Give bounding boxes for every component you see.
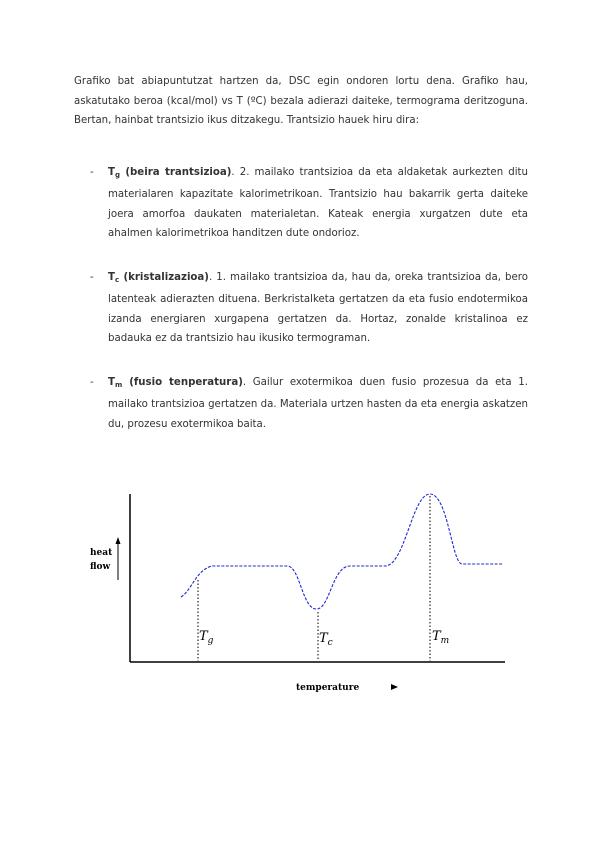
y-axis-label-line2: flow [90, 562, 111, 572]
tc-label: $T_c$ [319, 631, 333, 648]
y-axis-label-line1: heat [90, 548, 113, 558]
tg-label: $T_g$ [199, 629, 214, 646]
bullet-dash: - [90, 377, 94, 388]
term-symbol: $T_m$ (fusio tenperatura) [108, 377, 243, 389]
intro-paragraph: Grafiko bat abiapuntutzat hartzen da, DSC egin ondoren lortu dena. Grafiko hau, askatutako beroa (kcal/mol) vs T (ºC) bezala adierazi daiteke, termograma deritzoguna. Bertan, hainbat trantsizio ikus ditzakegu. Trantsizio hauek hiru dira: [74, 76, 528, 126]
heat-flow-curve [181, 494, 503, 609]
bullet-text [108, 268, 528, 348]
bullet-text [108, 373, 528, 434]
up-arrow-icon [116, 537, 121, 544]
bullet-description: . 1. mailako trantsizioa da, hau da, oreka trantsizioa da, bero latenteak adierazten dituena. Berkristalketa gertatzen da eta fusio endotermikoa izanda energiaren xurgapena gertatzen da. Hortaz, zonalde kristalinoa ez badauka ez da trantsizio hau ikusiko termograman. [108, 272, 528, 344]
bullet-dash: - [90, 167, 94, 178]
x-axis-label: temperature [296, 683, 360, 693]
bullet-dash: - [90, 272, 94, 283]
dsc-thermogram [0, 480, 600, 710]
bullet-description: . 2. mailako trantsizioa da eta aldaketak aurkezten ditu materialaren kapazitate kalorimetrikoan. Trantsizio hau bakarrik gerta daiteke joera amorfoa daukaten materialetan. Kateak energia xurgatzen dute eta ahalmen kalorimetrikoa handitzen dute ondorioz. [108, 167, 528, 239]
tm-label: $T_m$ [432, 629, 450, 646]
bullet-text [108, 163, 528, 243]
right-arrow-icon [391, 684, 398, 690]
term-symbol: $T_c$ (kristalizazioa) [108, 272, 209, 284]
term-symbol: $T_g$ (beira trantsizioa) [108, 167, 232, 179]
bullet-description: . Gailur exotermikoa duen fusio prozesua da eta 1. mailako trantsizioa gertatzen da. Materiala urtzen hasten da eta energia askatzen du, prozesu exotermikoa baita. [108, 377, 528, 430]
